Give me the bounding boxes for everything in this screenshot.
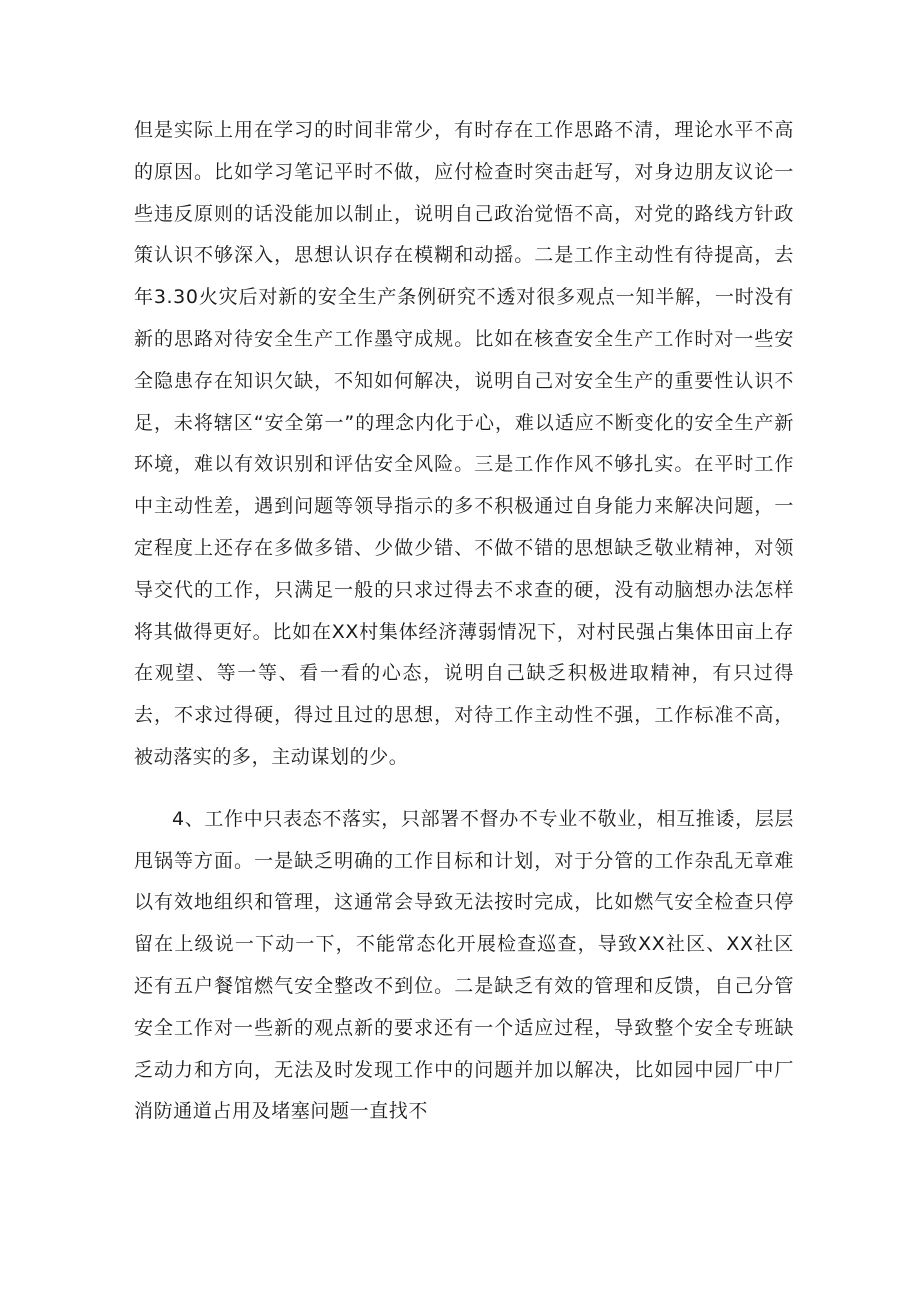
paragraph-item-4: 4、工作中只表态不落实，只部署不督办不专业不敬业，相互推诿，层层甩锅等方面。一是缺乏明确的工作目标和计划，对于分管的工作杂乱无章难以有效地组织和管理，这通常会导致无法按时完成，比如燃气安全检查只停留在上级说一下动一下，不能常态化开展检查巡查，导致XX社区、XX社区还有五户餐馆燃气安全整改不到位。二是缺乏有效的管理和反馈，自己分管安全工作对一些新的观点新的要求还有一个适应过程，导致整个安全专班缺乏动力和方向，无法及时发现工作中的问题并加以解决，比如园中园厂中厂消防通道占用及堵塞问题一直找不 — [134, 807, 794, 1123]
document-body — [134, 110, 794, 1133]
paragraph-continued: 但是实际上用在学习的时间非常少，有时存在工作思路不清，理论水平不高的原因。比如学习笔记平时不做，应付检查时突击赶写，对身边朋友议论一些违反原则的话没能加以制止，说明自己政治觉悟不高，对党的路线方针政策认识不够深入，思想认识存在模糊和动摇。二是工作主动性有待提高，去年3.30火灾后对新的安全生产条例研究不透对很多观点一知半解，一时没有新的思路对待安全生产工作墨守成规。比如在核查安全生产工作时对一些安全隐患存在知识欠缺，不知如何解决，说明自己对安全生产的重要性认识不足，未将辖区“安全第一”的理念内化于心，难以适应不断变化的安全生产新环境，难以有效识别和评估安全风险。三是工作作风不够扎实。在平时工作中主动性差，遇到问题等领导指示的多不积极通过自身能力来解决问题，一定程度上还存在多做多错、少做少错、不做不错的思想缺乏敬业精神，对领导交代的工作，只满足一般的只求过得去不求查的硬，没有动脑想办法怎样将其做得更好。比如在XX村集体经济薄弱情况下，对村民强占集体田亩上存在观望、等一等、看一看的心态，说明自己缺乏积极进取精神，有只过得去，不求过得硬，得过且过的思想，对待工作主动性不强，工作标准不高，被动落实的多，主动谋划的少。 — [134, 119, 794, 768]
